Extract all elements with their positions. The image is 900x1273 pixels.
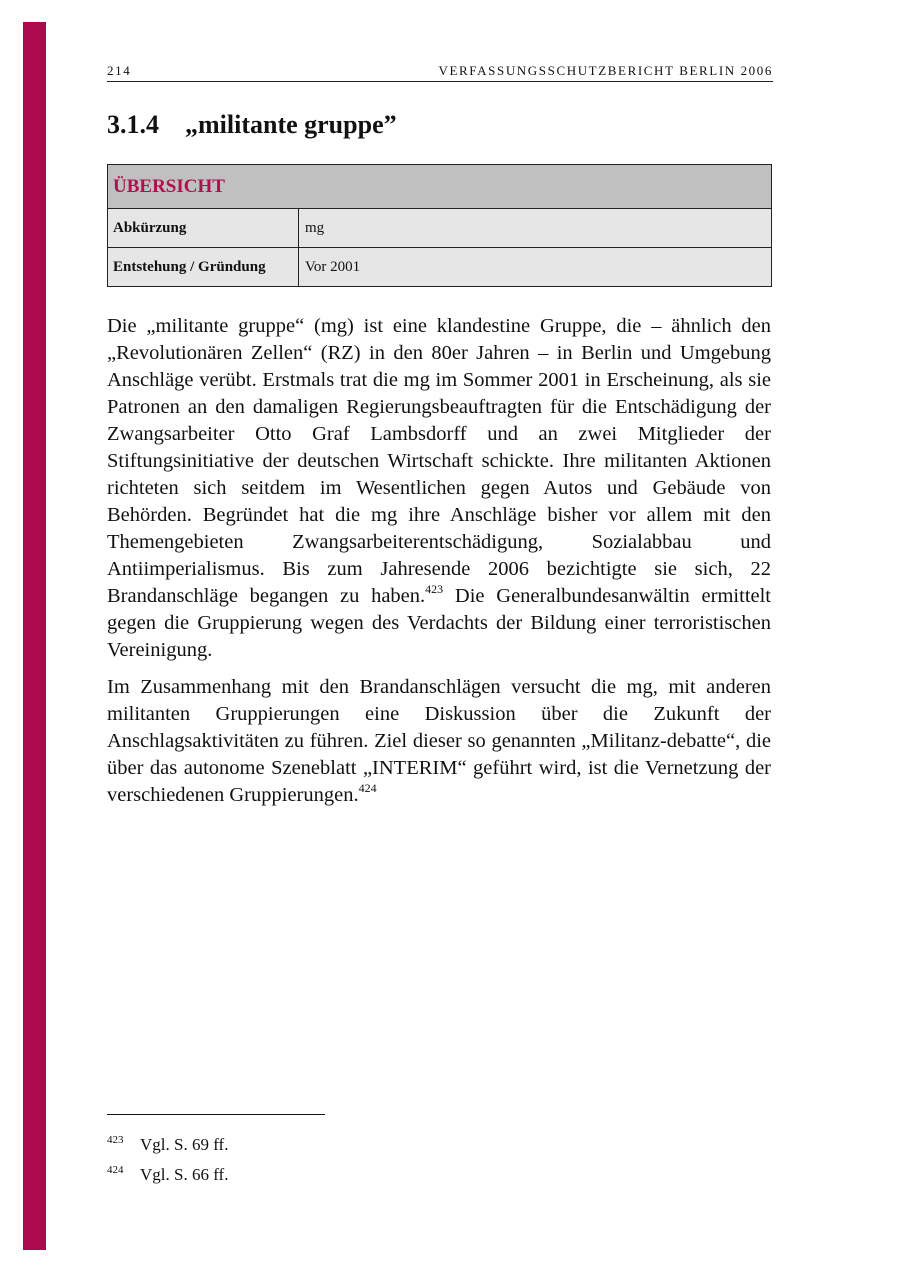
footnote-423: 423 Vgl. S. 69 ff. [107,1134,229,1154]
overview-label-founding: Entstehung / Gründung [108,248,299,286]
overview-row [108,247,771,286]
section-heading [107,108,397,142]
footnote-424: 424 Vgl. S. 66 ff. [107,1164,229,1184]
footnote-reference-424[interactable]: 424 [358,781,377,795]
overview-row [108,209,771,247]
paragraph-text: Die Generalbundesanwältin ermittelt gegen die Gruppierung wegen des Verdachts der Bildung einer terroristischen Vereinigung. [107,585,771,661]
side-color-bar [23,22,46,1250]
paragraph-text: Die „militante gruppe“ (mg) ist eine klandestine Gruppe, die – ähnlich den „Revolutionären Zellen“ (RZ) in den 80er Jahren – in Berlin und Umgebung Anschläge verübt. Erstmals trat die mg im Sommer 2001 in Erscheinung, als sie Patronen an den damaligen Regierungsbeauftragten für die Entschädigung der Zwangsarbeiter Otto Graf Lambsdorff und an zwei Mitglieder der Stiftungsinitiative der deutschen Wirtschaft schickte. Ihre militanten Aktionen richteten sich seitdem im Wesentlichen gegen Autos und Gebäude von Behörden. Begründet hat die mg ihre Anschläge bisher vor allem mit den Themengebieten Zwangsarbeiterentschädigung, Sozialabbau und Antiimperialismus. Bis zum Jahresende 2006 bezichtigte sie sich, 22 Brandanschläge begangen zu haben. [107,315,771,607]
overview-value-founding: Vor 2001 [305,259,361,275]
body-paragraph-1 [107,313,771,664]
overview-value-abbreviation: mg [305,220,325,236]
footnote-separator [107,1114,325,1115]
section-number: 3.1.4 [107,110,159,139]
footnote-text: Vgl. S. 66 ff. [140,1165,229,1184]
publication-title: VERFASSUNGSSCHUTZBERICHT BERLIN 2006 [438,63,773,78]
body-paragraph-2 [107,674,771,809]
paragraph-text: Im Zusammenhang mit den Brandanschlägen versucht die mg, mit anderen militanten Gruppierungen eine Diskussion über die Zukunft der Anschlagsaktivitäten zu führen. Ziel dieser so genannten „Militanz-debatte“, die über das autonome Szeneblatt „INTERIM“ geführt wird, ist die Vernetzung der verschiedenen Gruppierungen. [107,676,771,806]
footnote-reference-423[interactable]: 423 [425,582,444,596]
overview-label-abbreviation: Abkürzung [108,209,299,247]
footnote-text: Vgl. S. 69 ff. [140,1135,229,1154]
section-title: „militante gruppe” [185,110,397,139]
running-header [107,63,773,82]
overview-table [107,164,772,287]
page-number: 214 [107,63,132,78]
overview-heading: ÜBERSICHT [108,165,771,209]
